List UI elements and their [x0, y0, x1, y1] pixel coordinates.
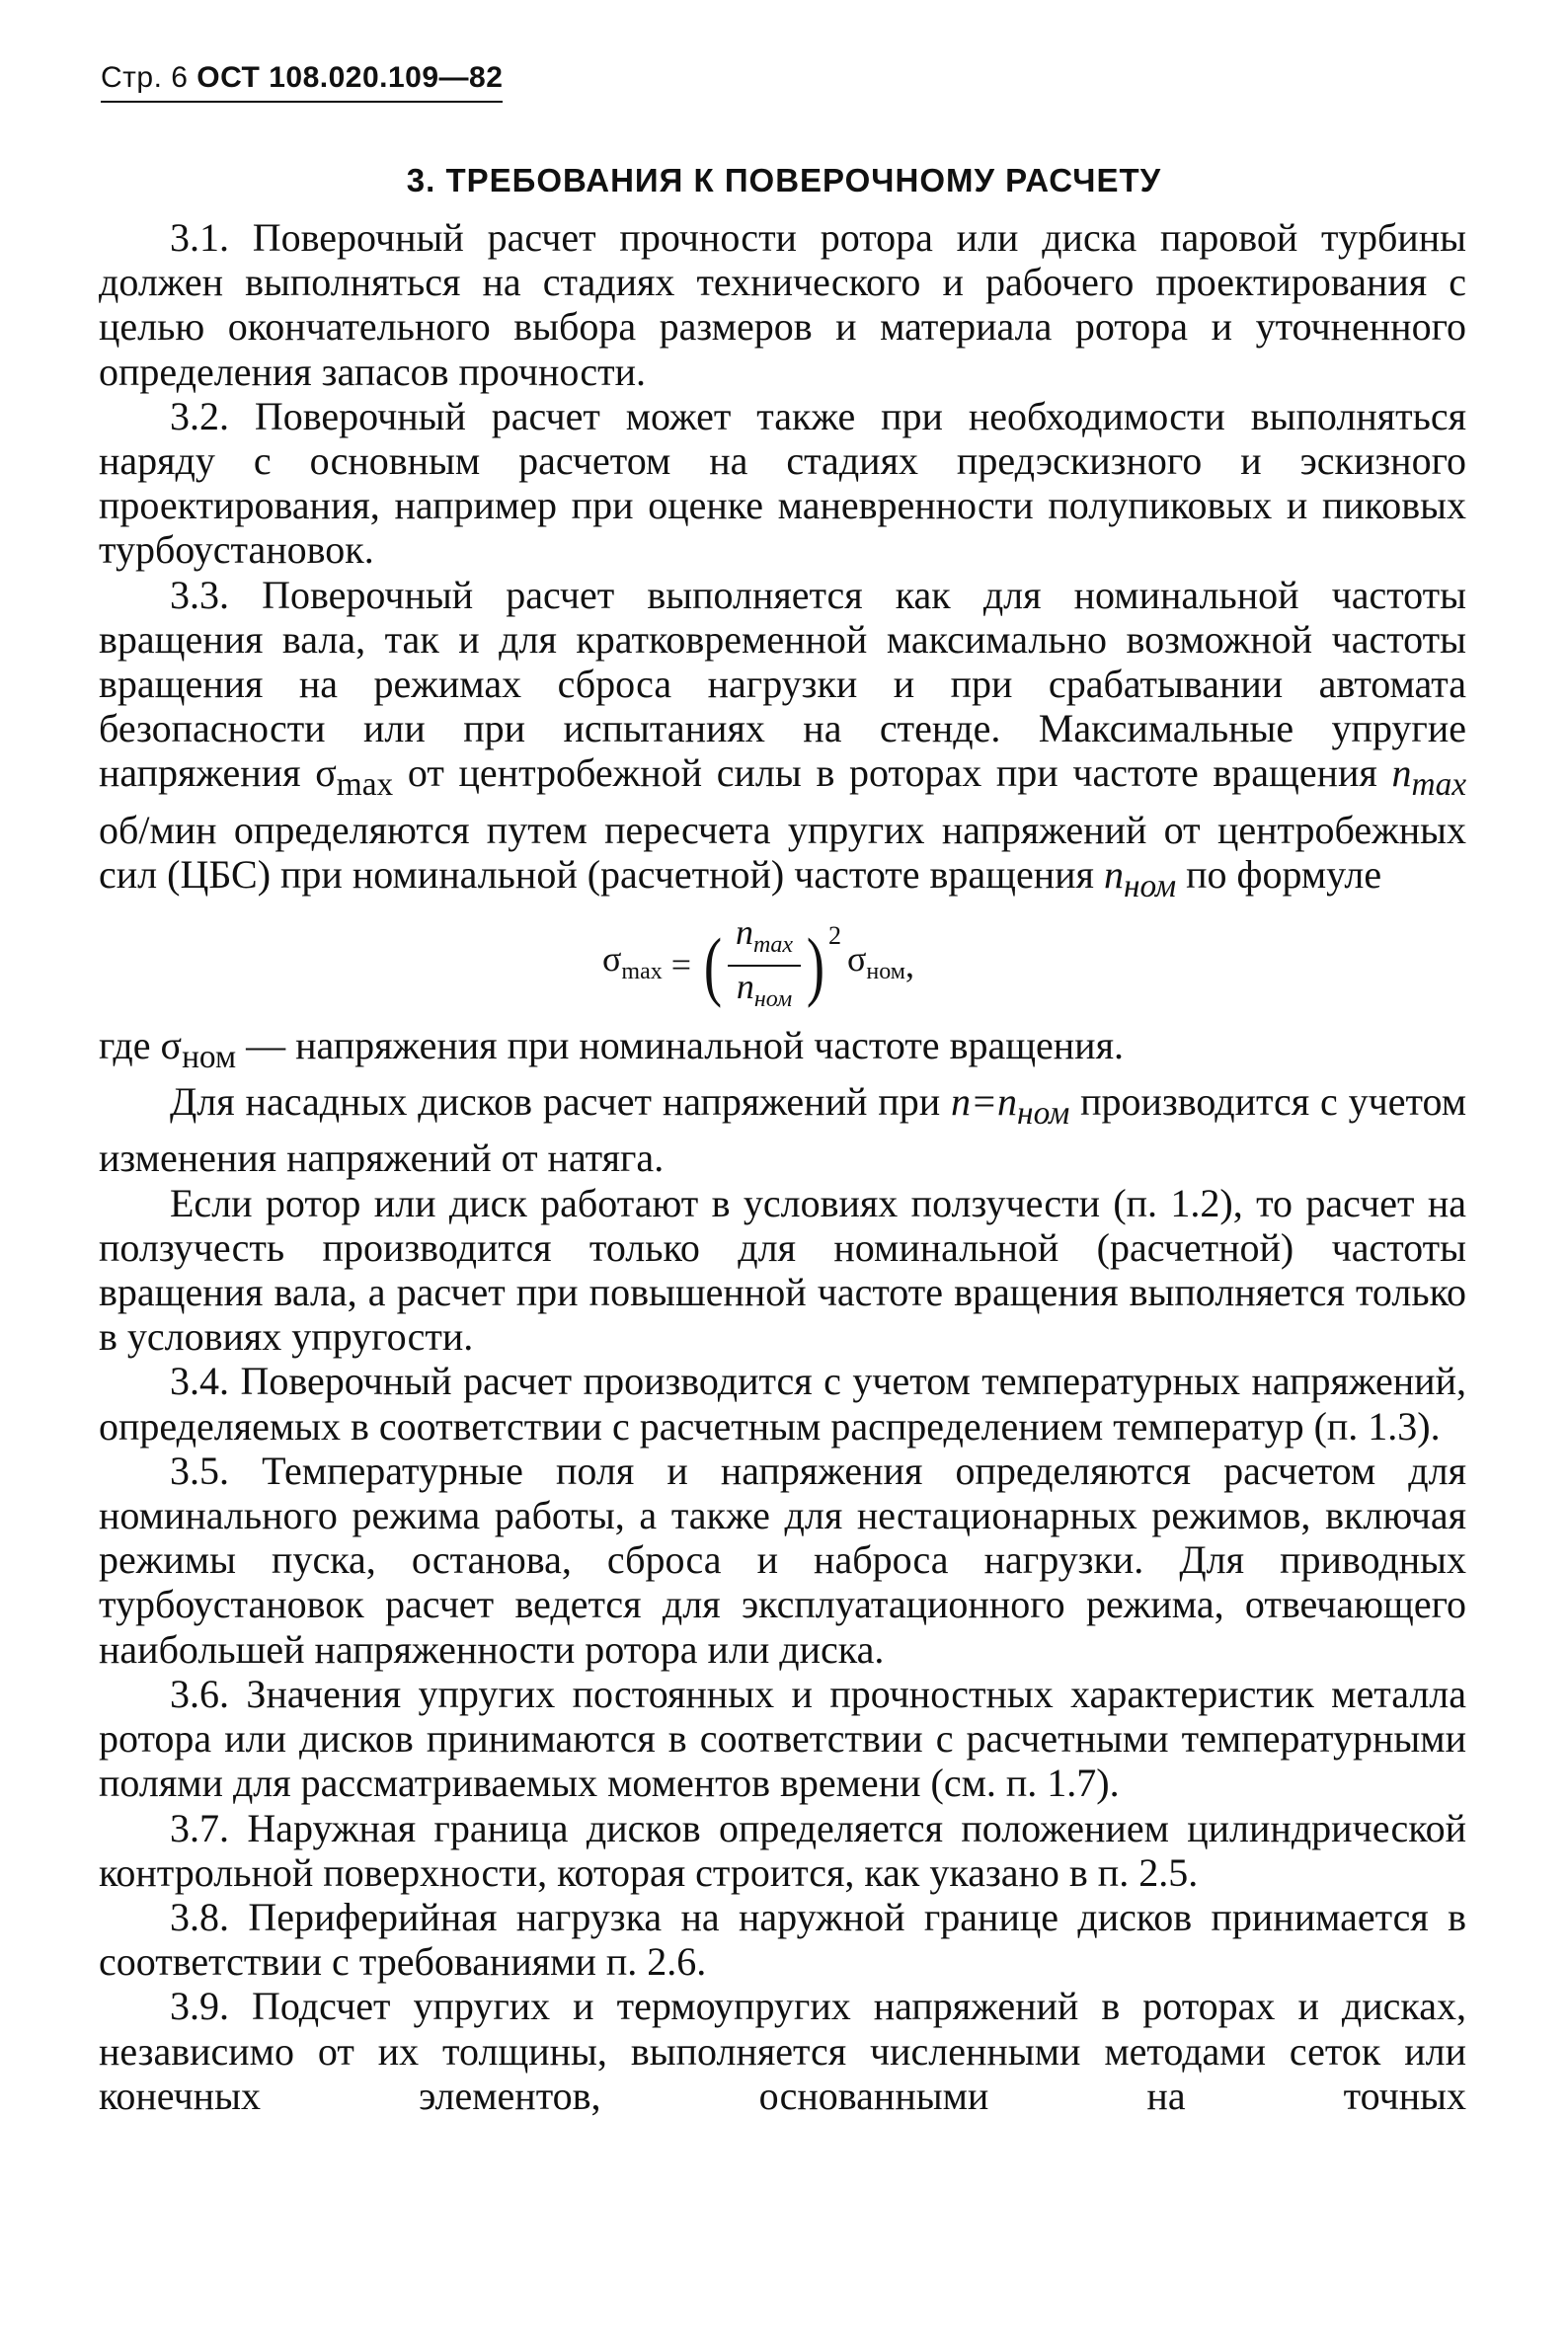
paragraph-where: где $\sigma_{ном}$ — напряжения при номинальной частоте вращения.: [99, 1023, 1124, 1076]
page-header: [101, 61, 503, 103]
standard-code: ОСТ 108.020.109—82: [196, 61, 504, 94]
paragraph-creep: Если ротор или диск работают в условиях ползучести (п. 1.2), то расчет на ползучесть производится только для номинальной (расчетной) частоты вращения вала, а расчет при повышенной частоте вращения выполняется только в условиях упругости.: [99, 1180, 1466, 1360]
fraction-denominator: $n_{ном}$: [736, 967, 793, 1013]
n-max: $n_{max}$: [1391, 750, 1467, 804]
paragraph-3-9: 3.9. Подсчет упругих и термоупругих напряжений в роторах и дисках, независимо от их толщины, выполняется численными методами сеток или конечных элементов, основанными на точных: [99, 1984, 1466, 2118]
paragraph-3-3: 3.3. Поверочный расчет выполняется как для номинальной частоты вращения вала, так и для кратковременной максимально возможной частоты вращения на режимах сброса нагрузки и при срабатывании автомата безопасности или при испытаниях на стенде. Максимальные упругие напряжения $\sigma_{max}$ от центробежной силы в роторах при частоте вращения $n_{max}$ об/мин определяются путем пересчета упругих напряжений от центробежных сил (ЦБС) при номинальной (расчетной) частоте вращения $n_{ном}$ по формуле: [99, 572, 1467, 904]
paragraph-3-5: 3.5. Температурные поля и напряжения определяются расчетом для номинального режима работы, а также для нестационарных режимов, включая режимы пуска, останова, сброса и наброса нагрузки. Для приводных турбоустановок расчет ведется для эксплуатационного режима, отвечающего наибольшей напряженности ротора или диска.: [99, 1448, 1466, 1672]
section-title: 3. ТРЕБОВАНИЯ К ПОВЕРОЧНОМУ РАСЧЕТУ: [406, 162, 1162, 198]
formula-exponent: 2: [828, 921, 841, 951]
formula-sigma-nom: $\sigma_{ном}$: [847, 938, 905, 985]
paragraph-3-4: 3.4. Поверочный расчет производится с учетом температурных напряжений, определяемых в соответствии с расчетным распределением температур (п. 1.3).: [99, 1359, 1466, 1449]
page-number-label: Стр. 6: [101, 61, 189, 94]
paragraph-3-6: 3.6. Значения упругих постоянных и прочностных характеристик металла ротора или дисков принимаются в соответствии с расчетными температурными полями для рассматриваемых моментов времени (см. п. 1.7).: [99, 1671, 1466, 1806]
paragraph-3-2: 3.2. Поверочный расчет может также при необходимости выполняться наряду с основным расчетом на стадиях предэскизного и эскизного проектирования, например при оценке маневренности полупиковых и пиковых турбоустановок.: [99, 393, 1466, 573]
formula-sigma-max: $\sigma_{max}$ = ( $\frac{n_{max}}{n_{ном}}$ ) 2 $\sigma_{ном}$ ,: [99, 908, 1466, 1023]
paragraph-3-8: 3.8. Периферийная нагрузка на наружной границе дисков принимается в соответствии с требованиями п. 2.6.: [99, 1894, 1466, 1985]
formula-equals: =: [662, 945, 701, 985]
formula-lhs: $\sigma_{max}$: [602, 938, 663, 985]
fraction-numerator: $n_{max}$: [728, 912, 801, 967]
paragraph-3-7: 3.7. Наружная граница дисков определяется положением цилиндрической контрольной поверхности, которая строится, как указано в п. 2.5.: [99, 1805, 1466, 1895]
formula-fraction: [728, 912, 801, 1019]
sigma-max: $\sigma_{max}$: [315, 750, 394, 804]
n-nom: $n_{ном}$: [1103, 851, 1177, 904]
sigma-nom: $\sigma_{ном}$: [160, 1023, 237, 1076]
paragraph-discs: Для насадных дисков расчет напряжений при $n=n_{ном}$ производится с учетом изменения напряжений от натяга.: [99, 1079, 1467, 1181]
paragraph-3-1: 3.1. Поверочный расчет прочности ротора или диска паровой турбины должен выполняться на стадиях технического и рабочего проектирования с целью окончательного выбора размеров и материала ротора и уточненного определения запасов прочности.: [99, 215, 1466, 394]
body-text: [99, 215, 1466, 2118]
